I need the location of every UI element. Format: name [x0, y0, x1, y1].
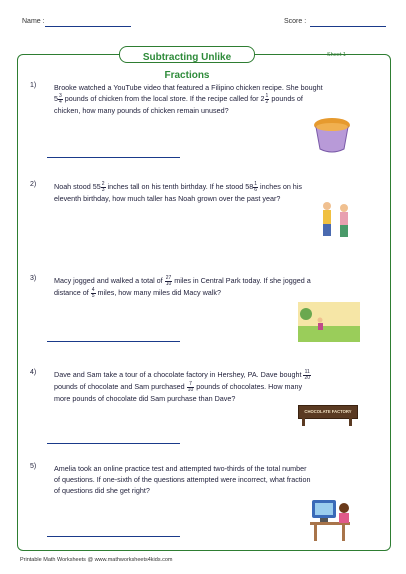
question-number: 2) — [30, 181, 37, 188]
chicken-basket-image — [310, 113, 354, 153]
question-number: 3) — [30, 275, 37, 282]
answer-line-4[interactable] — [47, 443, 180, 444]
girl-computer-image — [310, 496, 354, 542]
name-field[interactable] — [45, 26, 131, 27]
name-label: Name : — [22, 18, 45, 25]
question-text: Amelia took an online practice test and attempted two-thirds of the total number of questions. If one-sixth of the questions attempted were incorrect, what fraction of questions did she get right? — [54, 464, 311, 495]
question-text: Dave and Sam take a tour of a chocolate factory in Hershey, PA. Dave bought $\frac{11}{20}$ pounds of chocolate and Sam purchased $\frac{7}{10}$ pounds of chocolates. How many more pounds of chocolate did Sam purchase than Dave? — [54, 369, 310, 403]
page-title: Subtracting Unlike Fractions — [142, 52, 232, 81]
answer-line-1[interactable] — [47, 157, 180, 158]
title-box — [119, 46, 255, 81]
sheet-label: Sheet 1 — [327, 52, 346, 58]
answer-line-5[interactable] — [47, 536, 180, 537]
boys-image — [318, 200, 354, 244]
park-jogger-image — [298, 302, 360, 342]
chocolate-factory-sign-image — [298, 405, 356, 425]
answer-line-3[interactable] — [47, 341, 180, 342]
question-text: Macy jogged and walked a total of $\frac{27}{10}$ miles in Central Park today. If she jogged a distance of $\frac{4}{5}$ miles, how many miles did Macy walk? — [54, 275, 311, 299]
question-number: 1) — [30, 82, 37, 89]
question-number: 5) — [30, 463, 37, 470]
question-text: Brooke watched a YouTube video that featured a Filipino chicken recipe. She bought 5 $\frac{3}{4}$ pounds of chicken from the local store. If the recipe called for 2 $\frac{1}{2}$ pounds of chicken, how many pounds of chicken remain unused? — [54, 83, 323, 115]
question-number: 4) — [30, 369, 37, 376]
score-label: Score : — [284, 18, 307, 25]
score-field[interactable] — [310, 26, 386, 27]
question-text: Noah stood 55 $\frac{2}{3}$ inches tall on his tenth birthday. If he stood 58 $\frac{1}{6}$ inches on his eleventh birthday, how much taller has Noah grown over the past year? — [54, 181, 302, 203]
factory-sign-text: CHOCOLATE FACTORY — [298, 405, 358, 419]
footer-text: Printable Math Worksheets @ www.mathworksheets4kids.com — [20, 557, 173, 563]
